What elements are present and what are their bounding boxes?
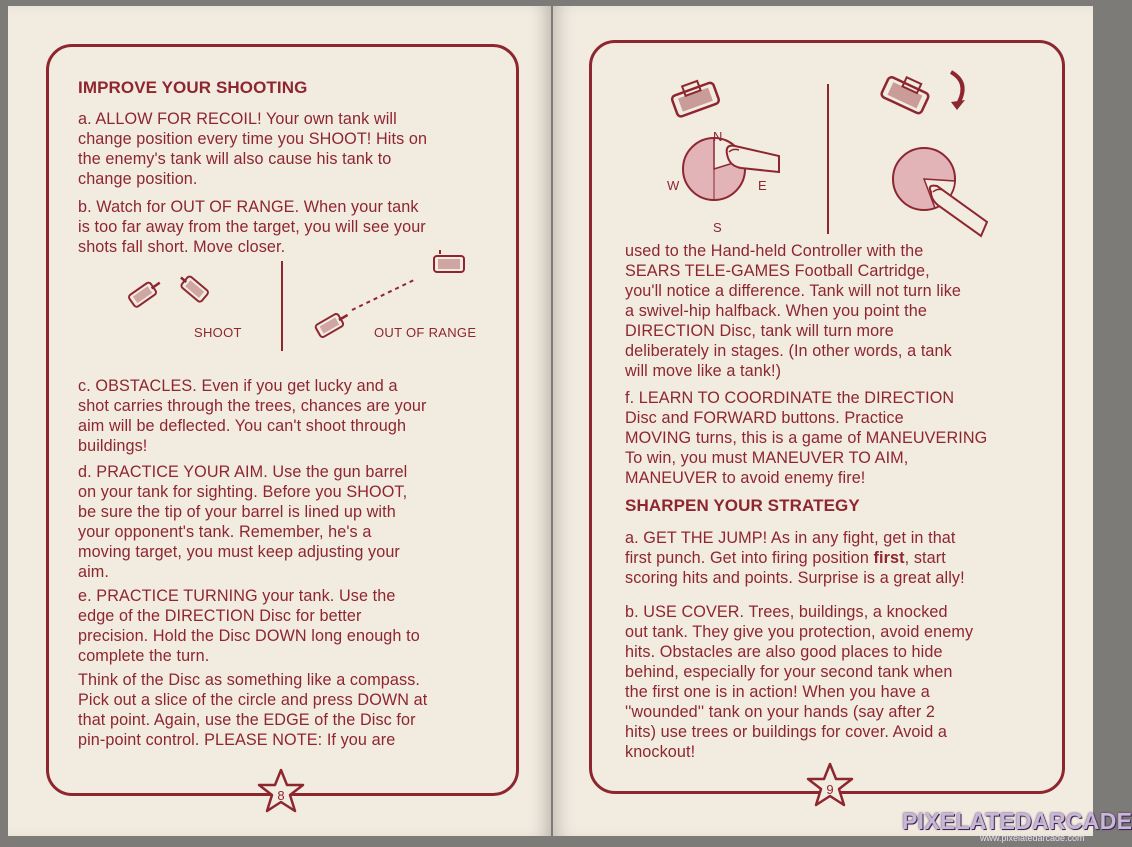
finger-icon	[723, 138, 783, 178]
rotate-arrow-icon	[945, 68, 973, 110]
diagram-divider	[826, 84, 830, 234]
watermark-url: www.pixelatedarcade.com	[980, 833, 1085, 843]
out-of-range-label: OUT OF RANGE	[374, 325, 477, 340]
right-para-continued: used to the Hand-held Controller with the SEARS TELE-GAMES Football Cartridge, you'll notice a difference. Tank will not turn like a swivel-hip halfback. When you point the DIRECTION Disc, tank will turn more deliberately in stages. (In other words, a tank will move like a tank!)	[625, 242, 962, 380]
right-para-a-text-end: , start scoring hits and points. Surprise is a great ally!	[625, 549, 965, 587]
shot-trail	[350, 274, 420, 314]
shoot-label: SHOOT	[194, 325, 242, 340]
left-para-e: e. PRACTICE TURNING your tank. Use the edge of the DIRECTION Disc for better precision. Hold the Disc DOWN long enough to complete the turn.	[78, 587, 420, 665]
right-para-a-text: a. GET THE JUMP! As in any fight, get in that first punch. Get into firing position	[625, 529, 956, 567]
left-para-c: c. OBSTACLES. Even if you get lucky and a shot carries through the trees, chances are your aim will be deflected. You can't shoot through buildings!	[78, 377, 427, 455]
page-number-badge	[807, 762, 853, 808]
right-heading: SHARPEN YOUR STRATEGY	[625, 496, 860, 515]
left-para-d: d. PRACTICE YOUR AIM. Use the gun barrel on your tank for sighting. Before you SHOOT, be sure the tip of your barrel is lined up with your opponent's tank. Remember, he's a moving target, you must keep adjusting your aim.	[78, 463, 408, 581]
tank-icon	[310, 308, 354, 340]
diagram-divider	[280, 261, 284, 351]
tank-icon	[175, 274, 219, 308]
tank-icon	[430, 250, 470, 280]
left-heading: IMPROVE YOUR SHOOTING	[78, 78, 308, 97]
right-para-f: f. LEARN TO COORDINATE the DIRECTION Disc and FORWARD buttons. Practice MOVING turns, this is a game of MANEUVERING To win, you must MANEUVER TO AIM, MANEUVER to avoid enemy fire!	[625, 389, 988, 487]
tank-icon	[875, 70, 943, 122]
compass-west: W	[667, 178, 680, 193]
tank-icon	[123, 278, 167, 308]
right-para-a-emphasis: first	[873, 549, 905, 567]
right-page	[553, 6, 1093, 836]
page-number-badge	[258, 768, 304, 814]
left-para-b: b. Watch for OUT OF RANGE. When your tank is too far away from the target, you will see your shots fall short. Move closer.	[78, 198, 426, 256]
right-para-a	[625, 528, 965, 588]
page-number: 8	[277, 788, 285, 803]
finger-icon	[925, 182, 995, 242]
compass-south: S	[713, 220, 722, 235]
tank-icon	[665, 74, 729, 122]
right-para-b: b. USE COVER. Trees, buildings, a knocked out tank. They give you protection, avoid enemy hits. Obstacles are also good places to hide behind, especially for your second tank when the first one is in action! When you have a ''wounded'' tank on your hands (say after 2 hits) use trees or buildings for cover. Avoid a knockout!	[625, 603, 974, 761]
left-para-a: a. ALLOW FOR RECOIL! Your own tank will change position every time you SHOOT! Hits on the enemy's tank will also cause his tank to change position.	[78, 110, 428, 188]
compass-north: N	[713, 129, 723, 144]
left-para-compass: Think of the Disc as something like a compass. Pick out a slice of the circle and press DOWN at that point. Again, use the EDGE of the Disc for pin-point control. PLEASE NOTE: If you are	[78, 671, 428, 749]
page-number: 9	[826, 782, 834, 797]
left-page	[8, 6, 551, 836]
watermark-brand: PIXELATEDARCADE	[902, 808, 1132, 834]
compass-east: E	[758, 178, 767, 193]
